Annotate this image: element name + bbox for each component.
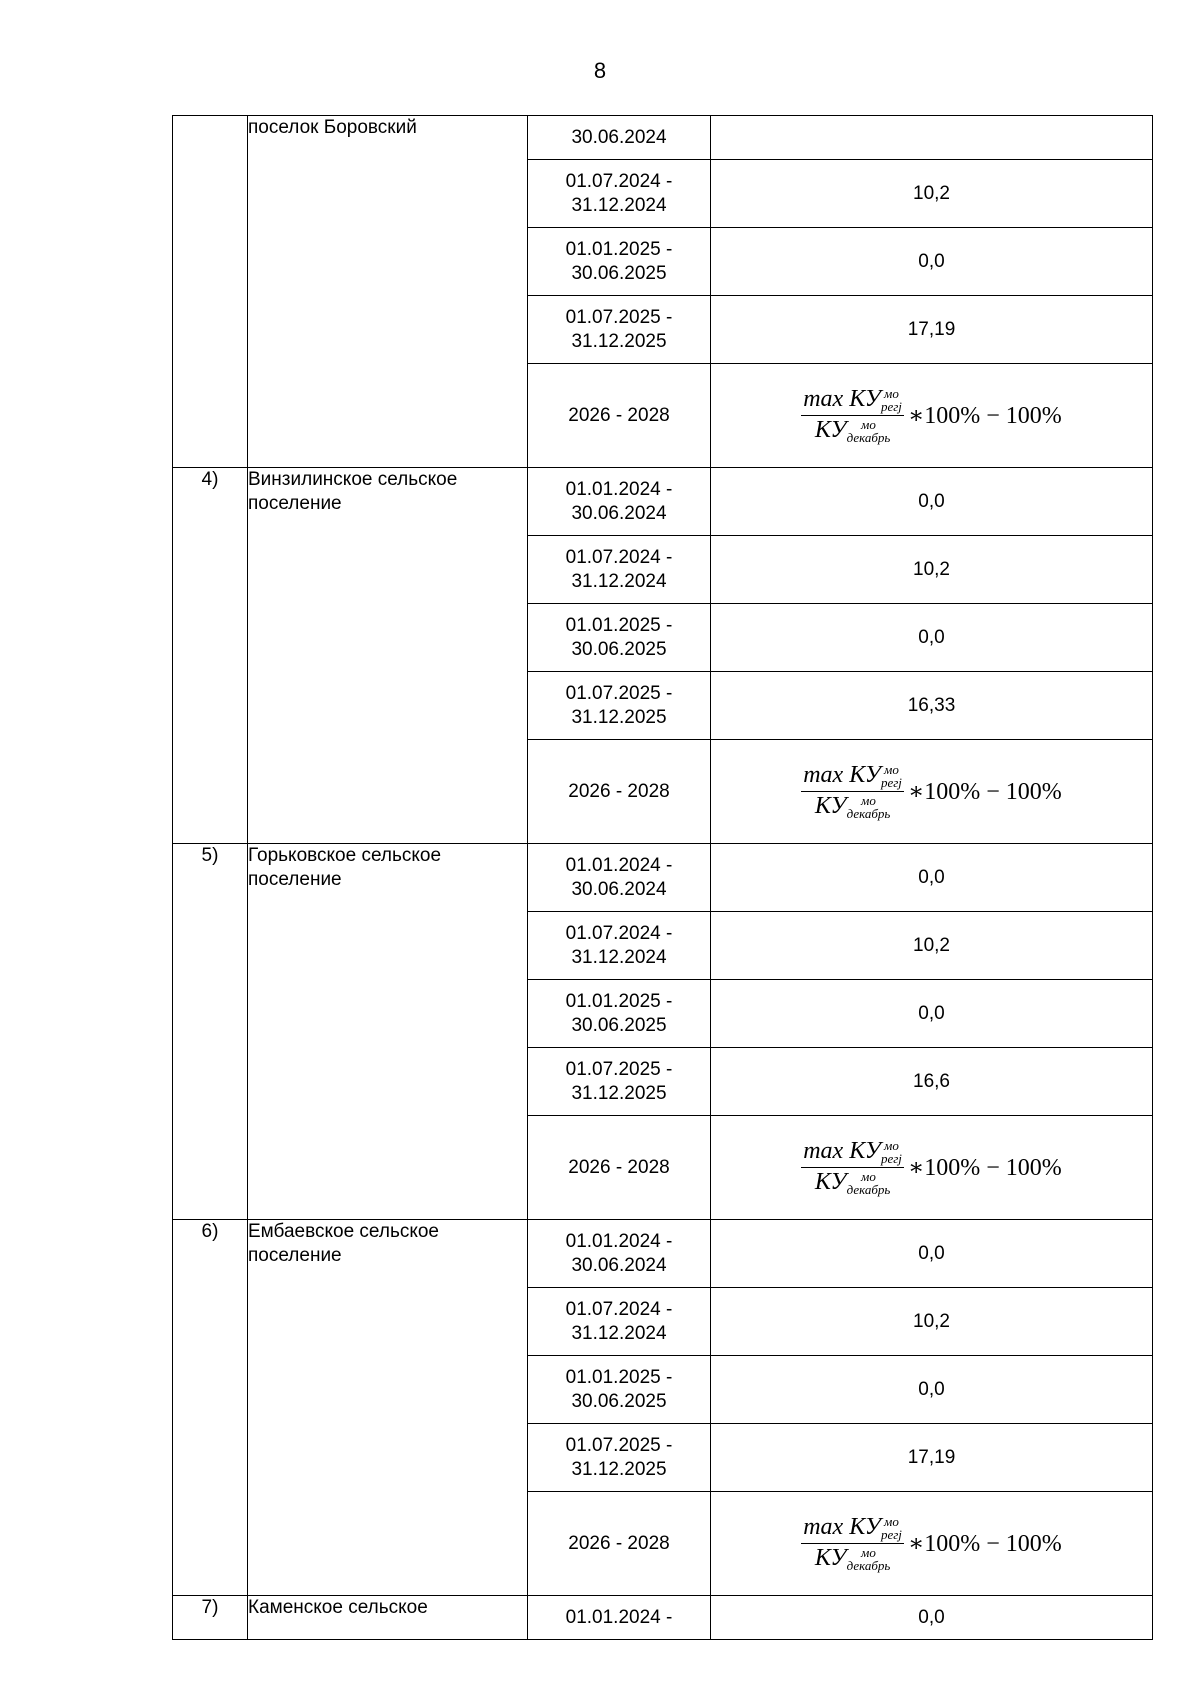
row-number: 5)	[173, 844, 248, 1220]
index-value: 0,0	[711, 980, 1153, 1048]
row-number: 7)	[173, 1596, 248, 1640]
period-cell: 01.07.2024 - 31.12.2024	[528, 160, 711, 228]
period-cell: 2026 - 2028	[528, 1492, 711, 1596]
period-cell: 01.01.2024 -	[528, 1596, 711, 1640]
index-formula	[711, 740, 1153, 844]
formula-fraction	[801, 387, 904, 445]
index-value: 10,2	[711, 1288, 1153, 1356]
index-formula	[711, 1116, 1153, 1220]
row-number	[173, 116, 248, 468]
settlement-name: Ембаевское сельское поселение	[248, 1220, 528, 1596]
index-value: 0,0	[711, 604, 1153, 672]
formula	[801, 1515, 1062, 1573]
index-value: 0,0	[711, 468, 1153, 536]
formula-tail: ∗100% − 100%	[907, 778, 1062, 805]
table-row	[173, 1596, 1153, 1640]
period-cell: 30.06.2024	[528, 116, 711, 160]
table-row	[173, 1220, 1153, 1288]
period-cell: 01.01.2024 - 30.06.2024	[528, 1220, 711, 1288]
period-cell: 01.01.2025 - 30.06.2025	[528, 604, 711, 672]
formula-numerator: max КУ мо регj	[803, 1513, 902, 1542]
period-cell: 2026 - 2028	[528, 364, 711, 468]
index-formula	[711, 364, 1153, 468]
formula-denominator: КУ мо декабрь	[814, 417, 891, 446]
index-value: 17,19	[711, 1424, 1153, 1492]
formula-tail: ∗100% − 100%	[907, 1530, 1062, 1557]
table-row	[173, 844, 1153, 912]
period-cell: 01.01.2025 - 30.06.2025	[528, 980, 711, 1048]
index-value: 16,6	[711, 1048, 1153, 1116]
period-cell: 01.01.2025 - 30.06.2025	[528, 228, 711, 296]
formula	[801, 387, 1062, 445]
period-cell: 01.07.2024 - 31.12.2024	[528, 1288, 711, 1356]
period-cell: 01.07.2024 - 31.12.2024	[528, 536, 711, 604]
row-number: 4)	[173, 468, 248, 844]
period-cell: 01.01.2025 - 30.06.2025	[528, 1356, 711, 1424]
formula-fraction	[801, 1139, 904, 1197]
index-value: 0,0	[711, 228, 1153, 296]
index-value: 17,19	[711, 296, 1153, 364]
formula-fraction	[801, 1515, 904, 1573]
index-value: 16,33	[711, 672, 1153, 740]
period-cell: 2026 - 2028	[528, 1116, 711, 1220]
formula-fraction	[801, 763, 904, 821]
formula-numerator: max КУ мо регj	[803, 1137, 902, 1166]
index-value	[711, 116, 1153, 160]
period-cell: 01.01.2024 - 30.06.2024	[528, 844, 711, 912]
formula-tail: ∗100% − 100%	[907, 1154, 1062, 1181]
index-value: 10,2	[711, 160, 1153, 228]
period-cell: 01.07.2025 - 31.12.2025	[528, 1424, 711, 1492]
period-cell: 01.07.2025 - 31.12.2025	[528, 296, 711, 364]
page-number: 8	[593, 58, 607, 83]
index-value: 0,0	[711, 1596, 1153, 1640]
formula-denominator: КУ мо декабрь	[814, 1169, 891, 1198]
table-row	[173, 468, 1153, 536]
formula-denominator: КУ мо декабрь	[814, 793, 891, 822]
index-value: 0,0	[711, 844, 1153, 912]
period-cell: 01.07.2025 - 31.12.2025	[528, 672, 711, 740]
index-value: 10,2	[711, 912, 1153, 980]
index-formula	[711, 1492, 1153, 1596]
settlement-name: Каменское сельское	[248, 1596, 528, 1640]
settlement-name: Горьковское сельское поселение	[248, 844, 528, 1220]
index-value: 10,2	[711, 536, 1153, 604]
formula-numerator: max КУ мо регj	[803, 761, 902, 790]
row-number: 6)	[173, 1220, 248, 1596]
settlement-name: поселок Боровский	[248, 116, 528, 468]
formula-numerator: max КУ мо регj	[803, 385, 902, 414]
period-cell: 01.07.2024 - 31.12.2024	[528, 912, 711, 980]
period-cell: 2026 - 2028	[528, 740, 711, 844]
table-row	[173, 116, 1153, 160]
index-value: 0,0	[711, 1356, 1153, 1424]
formula	[801, 1139, 1062, 1197]
formula-denominator: КУ мо декабрь	[814, 1545, 891, 1574]
settlement-name: Винзилинское сельское поселение	[248, 468, 528, 844]
formula	[801, 763, 1062, 821]
tariff-table	[172, 115, 1153, 1640]
period-cell: 01.07.2025 - 31.12.2025	[528, 1048, 711, 1116]
index-value: 0,0	[711, 1220, 1153, 1288]
period-cell: 01.01.2024 - 30.06.2024	[528, 468, 711, 536]
formula-tail: ∗100% − 100%	[907, 402, 1062, 429]
